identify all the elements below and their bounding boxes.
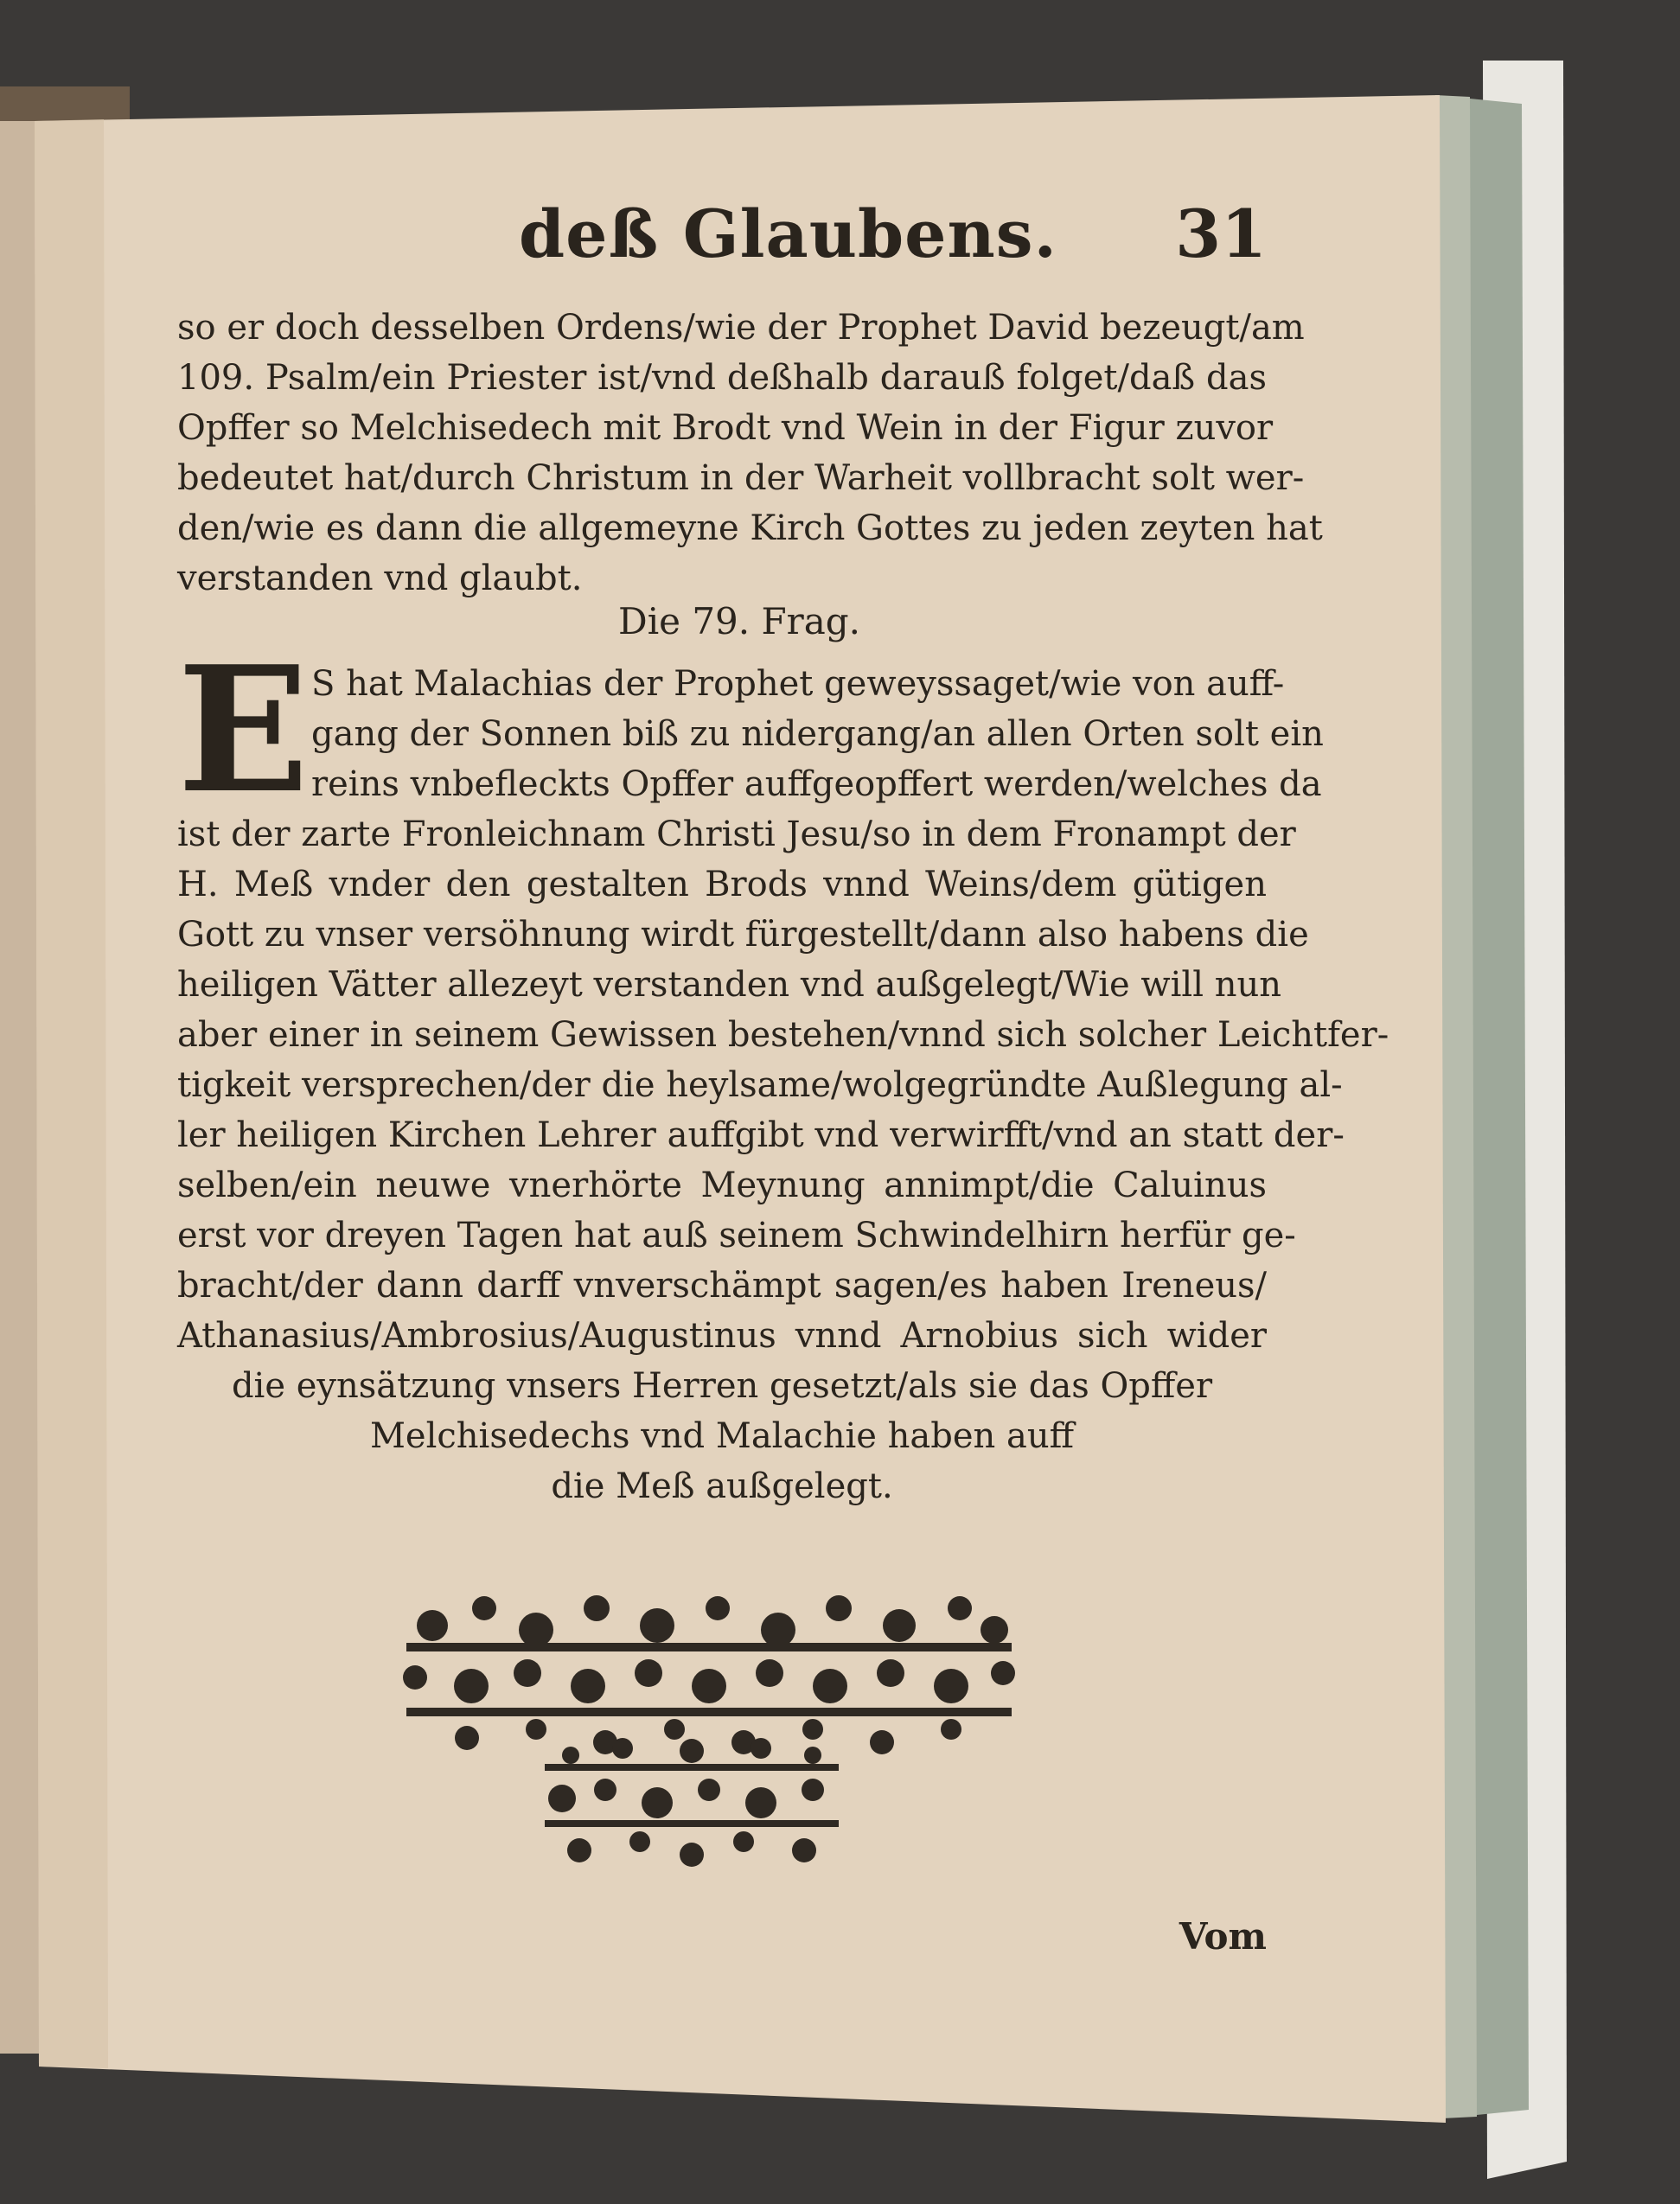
text-line-centered: die eynsätzung vnsers Herren gesetzt/als sie das Opffer — [231, 1366, 1213, 1406]
text-line: so er doch desselben Ordens/wie der Prophet David bezeugt/am — [177, 308, 1305, 348]
catchword: Vom — [1179, 1915, 1267, 1958]
text-line: ler heiligen Kirchen Lehrer auffgibt vnd verwirfft/vnd an statt der- — [177, 1115, 1345, 1155]
text-line: verstanden vnd glaubt. — [177, 559, 583, 598]
text-line: ist der zarte Fronleichnam Christi Jesu/so in dem Fronampt der — [177, 815, 1296, 854]
running-head — [177, 182, 1267, 285]
text-line: erst vor dreyen Tagen hat auß seinem Schwindelhirn herfür ge- — [177, 1216, 1296, 1255]
page-text-block — [177, 182, 1389, 2136]
gutter-shadow — [35, 119, 108, 2068]
text-line: H. Meß vnder den gestalten Brods vnnd Weins/dem gütigen — [177, 865, 1267, 904]
running-head-title: deß Glaubens. — [519, 195, 1057, 272]
text-line: gang der Sonnen biß zu nidergang/an allen Orten solt ein — [311, 714, 1324, 754]
text-line: reins vnbefleckts Opffer auffgeopffert werden/welches da — [311, 764, 1322, 804]
text-line: Gott zu vnser versöhnung wirdt fürgestellt/dann also habens die — [177, 915, 1309, 955]
text-line-centered: Melchisedechs vnd Malachie haben auff — [369, 1416, 1075, 1456]
text-line: heiligen Vätter allezeyt verstanden vnd außgelegt/Wie will nun — [177, 965, 1281, 1005]
text-line: Opffer so Melchisedech mit Brodt vnd Wein in der Figur zuvor — [177, 408, 1274, 448]
text-line: Athanasius/Ambrosius/Augustinus vnnd Arnobius sich wider — [177, 1316, 1267, 1356]
text-line: bedeutet hat/durch Christum in der Warheit vollbracht solt wer- — [177, 458, 1305, 498]
drop-cap: E — [177, 629, 310, 832]
text-line: aber einer in seinem Gewissen bestehen/vnnd sich solcher Leichtfer- — [177, 1015, 1389, 1055]
text-line: den/wie es dann die allgemeyne Kirch Gottes zu jeden zeyten hat — [177, 508, 1323, 548]
text-line-centered: die Meß außgelegt. — [551, 1466, 893, 1506]
text-line: 109. Psalm/ein Priester ist/vnd deßhalb darauß folget/daß das — [177, 358, 1267, 398]
page-number: 31 — [1175, 195, 1267, 272]
question-heading: Die 79. Frag. — [618, 600, 860, 642]
text-line: bracht/der dann darff vnverschämpt sagen/es haben Ireneus/ — [177, 1266, 1267, 1306]
left-page-edge — [0, 117, 39, 2054]
binding-thread — [0, 86, 130, 121]
text-line: tigkeit versprechen/der die heylsame/wolgegründte Außlegung al- — [177, 1065, 1343, 1105]
text-line: selben/ein neuwe vnerhörte Meynung annimpt/die Caluinus — [177, 1166, 1267, 1205]
text-line: S hat Malachias der Prophet geweyssaget/wie von auff- — [311, 664, 1285, 704]
